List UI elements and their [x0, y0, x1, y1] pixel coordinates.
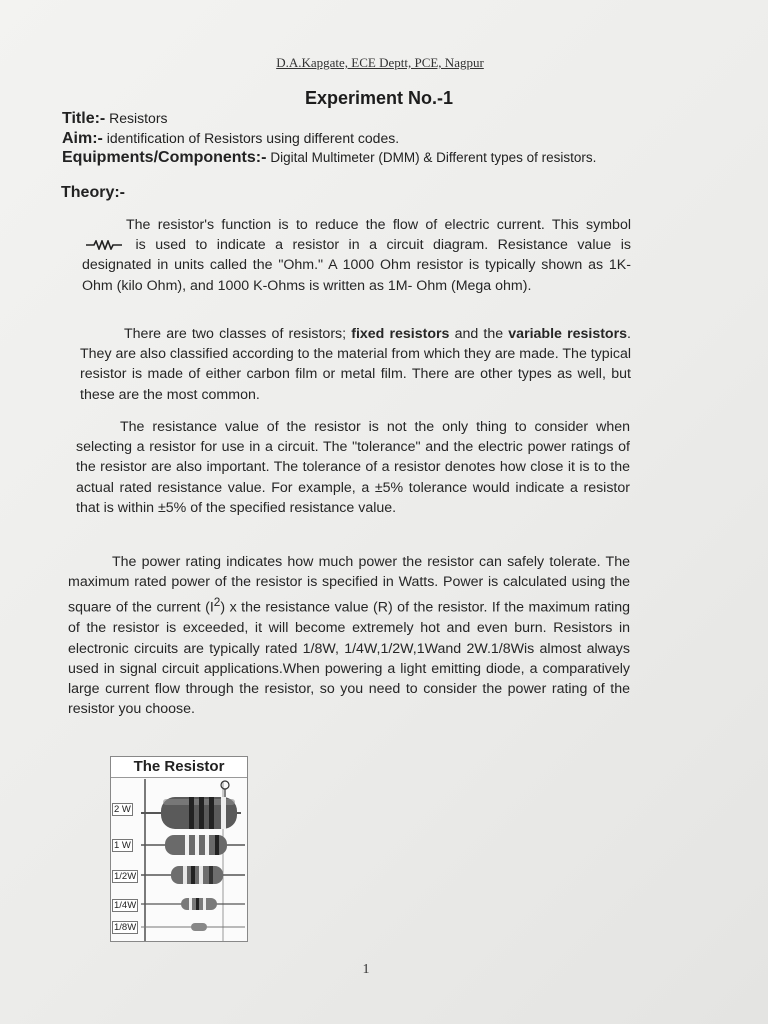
title-label: Title:-: [62, 110, 106, 127]
fixed-resistors-term: fixed resistors: [351, 326, 450, 342]
para1-text-a: The resistor's function is to reduce the flow of electric current. This symbol: [126, 217, 631, 233]
title-value: Resistors: [109, 110, 168, 126]
rating-label-2w: 2 W: [114, 804, 131, 815]
para4-text-a: The power rating indicates how much power the resistor can safely tolerate. The maximum rated power of the resistor is specified in Watts. Power is calculated using the square of the current (I: [68, 554, 630, 617]
theory-heading: Theory:-: [61, 184, 125, 201]
figure-title: The Resistor: [111, 757, 247, 778]
experiment-title: Experiment No.-1: [304, 88, 454, 108]
para1-text-b: is used to indicate a resistor in a circuit diagram. Resistance value is designated in units called the "Ohm." A 1000 Ohm resistor is typically shown as 1K-Ohm (kilo Ohm), and 1000 K-Ohms is written as 1M- Ohm (Mega ohm).: [82, 237, 631, 294]
aim-value: identification of Resistors using different codes.: [106, 130, 400, 146]
paragraph-4: [68, 552, 630, 719]
resistor-symbol-icon: [86, 240, 122, 250]
title-line: [62, 110, 168, 128]
paragraph-3: [76, 417, 630, 518]
para2-text-a: There are two classes of resistors;: [124, 326, 347, 342]
rating-label-half-w: 1/2W: [114, 871, 137, 882]
resistor-figure: [110, 756, 248, 942]
rating-label-quarter-w: 1/4W: [114, 900, 137, 911]
page-number: 1: [362, 962, 370, 977]
equipments-value: Digital Multimeter (DMM) & Different types of resistors.: [270, 150, 597, 165]
squared-superscript: 2: [213, 595, 221, 610]
para3-text: The resistance value of the resistor is not the only thing to consider when selecting a resistor for use in a circuit. The "tolerance" and the electric power ratings of the resistor are also important. The tolerance of a resistor denotes how close it is to the actual rated resistance value. For example, a ±5% tolerance would indicate a resistor that is within ±5% of the specified resistance value.: [76, 419, 630, 516]
para2-text-b: . They are also classified according to the material from which they are made. The typical resistor is made of either carbon film or metal film. There are other types as well, but these are the most common.: [80, 326, 631, 403]
paragraph-1: [82, 215, 631, 296]
rating-label-1w: 1 W: [114, 840, 131, 851]
rating-label-eighth-w: 1/8W: [114, 922, 137, 933]
aim-line: [62, 130, 399, 148]
para4-text-b: ) x the resistance value (R) of the resistor. If the maximum rating of the resistor is exceeded, it will become extremely hot and even burn. Resistors in electronic circuits are typically rated 1/8W, 1/4W,1/2W,1Wand 2W.1/8Wis almost always used in signal circuit applications.When powering a light emitting diode, a comparatively large current flow through the resistor, so you need to consider the power rating of the resistor you choose.: [68, 600, 630, 718]
variable-resistors-term: variable resistors: [508, 326, 628, 342]
paragraph-2: [80, 324, 631, 405]
para2-and: and the: [454, 326, 504, 342]
equipments-line: [62, 149, 596, 167]
page-header: D.A.Kapgate, ECE Deptt, PCE, Nagpur: [276, 55, 484, 70]
aim-label: Aim:-: [62, 130, 103, 147]
equipments-label: Equipments/Components:-: [62, 149, 267, 166]
